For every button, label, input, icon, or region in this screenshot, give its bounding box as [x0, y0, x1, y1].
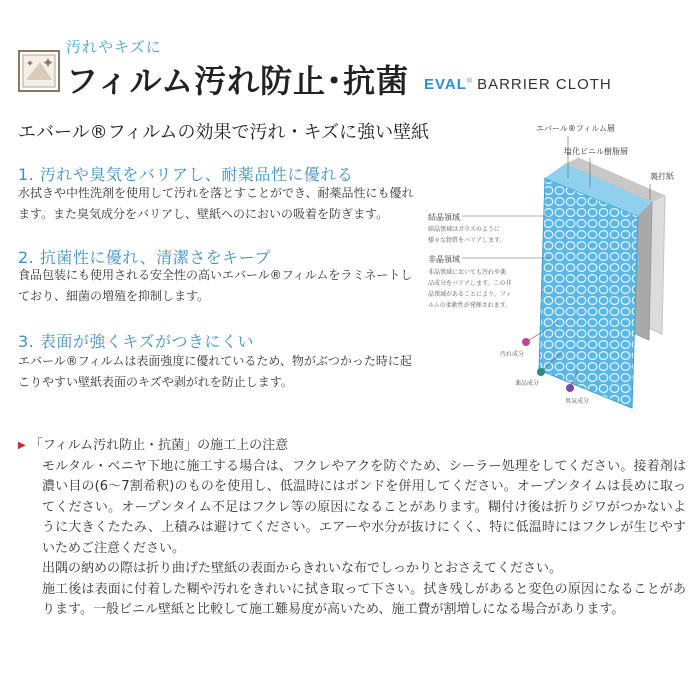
notes-paragraph-3: 施工後は表面に付着した糊や汚れをきれいに拭き取って下さい。拭き残しがあると変色の原因になることがあります。一般ビニル壁紙と比較して施工難易度が高いため、施工費が割増しになる場合があります。	[42, 581, 686, 617]
dirt-particle-icon	[522, 338, 530, 346]
film-layer-diagram	[400, 108, 700, 420]
notes-paragraph-2: 出隅の納めの際は折り曲げた壁紙の表面からきれいな布でしっかりとおさえてください。	[42, 561, 563, 576]
eval-film-layer	[539, 178, 638, 408]
feature-1-title: 1. 汚れや臭気をバリアし、耐薬品性に優れる	[18, 165, 354, 184]
feature-3-title: 3. 表面が強くキズがつきにくい	[18, 332, 255, 351]
amorphous-region-desc-1: 非晶領域においても汚れや薬	[428, 269, 507, 276]
feature-2-title: 2. 抗菌性に優れ、清潔さをキープ	[18, 248, 272, 267]
brand-reg-mark: ®	[466, 78, 474, 85]
feature-3-body: エバール®フィルムは表面強度に優れているため、物がぶつかった時に起こりやすい壁紙表面のキズや剥がれを防止します。	[18, 354, 412, 389]
amorphous-region-desc-4: ルムの柔軟性が発揮されます。	[428, 302, 512, 309]
feature-2-body: 食品包装にも使用される安全性の高いエバール®フィルムをラミネートしており、細菌の増殖を抑制します。	[18, 268, 413, 303]
notes-title: 「フィルム汚れ防止・抗菌」の施工上の注意	[29, 438, 289, 453]
chem-label: 薬品成分	[515, 380, 540, 387]
crystal-region-title: 結晶領域	[428, 213, 460, 222]
label-eval-film-layer: エバール®フィルム層	[536, 124, 615, 133]
headline: エバール®フィルムの効果で汚れ・キズに強い壁紙	[18, 122, 430, 143]
installation-notes	[18, 436, 686, 621]
odor-particle-icon	[566, 384, 574, 392]
amorphous-region-desc-2: 品成分をバリアします。この非	[428, 280, 512, 287]
amorphous-region-title: 非晶領域	[428, 255, 460, 264]
odor-label: 臭気成分	[565, 398, 590, 405]
crystal-region-desc-2: 様々な物質をバリアします。	[428, 237, 506, 244]
triangle-bullet-icon: ▶	[18, 440, 26, 451]
brand-rest: BARRIER CLOTH	[477, 76, 612, 93]
label-vinyl-layer: 塩化ビニル樹脂層	[564, 147, 628, 156]
dirt-label: 汚れ成分	[500, 351, 525, 358]
label-backing-paper: 裏打紙	[650, 172, 674, 181]
notes-paragraph-1: モルタル・ベニヤ下地に施工する場合は、フクレやアクを防ぐため、シーラー処理をしてください。接着剤は濃い目の(6～7割希釈)のものを使用し、低温時にはボンドを併用してください。オープンタイムは長めに取ってください。オープンタイム不足はフクレ等の原因になることがあります。糊付け後は折りジワがつかないように大きくたたみ、上積みは避けてください。エアーや水分が抜けにくく、特に低温時にはフクレが生じやすいためご注意ください。	[42, 458, 686, 556]
brand-logo-icon	[18, 50, 60, 92]
header-subtitle: 汚れやキズに	[66, 38, 162, 56]
crystal-region-desc-1: 結晶領域はガラスのように	[428, 226, 500, 233]
feature-1-body: 水拭きや中性洗剤を使用して汚れを落とすことができ、耐薬品性にも優れます。また臭気成分をバリアし、壁紙へのにおいの吸着を防ぎます。	[18, 186, 414, 221]
amorphous-region-desc-3: 晶領域があることにより、フィ	[428, 291, 512, 298]
brand-wordmark	[424, 76, 612, 93]
chem-particle-icon	[537, 368, 545, 376]
brand-eval: EVAL	[424, 76, 467, 93]
page-title: フィルム汚れ防止･抗菌	[66, 62, 410, 100]
notes-header	[18, 436, 686, 457]
